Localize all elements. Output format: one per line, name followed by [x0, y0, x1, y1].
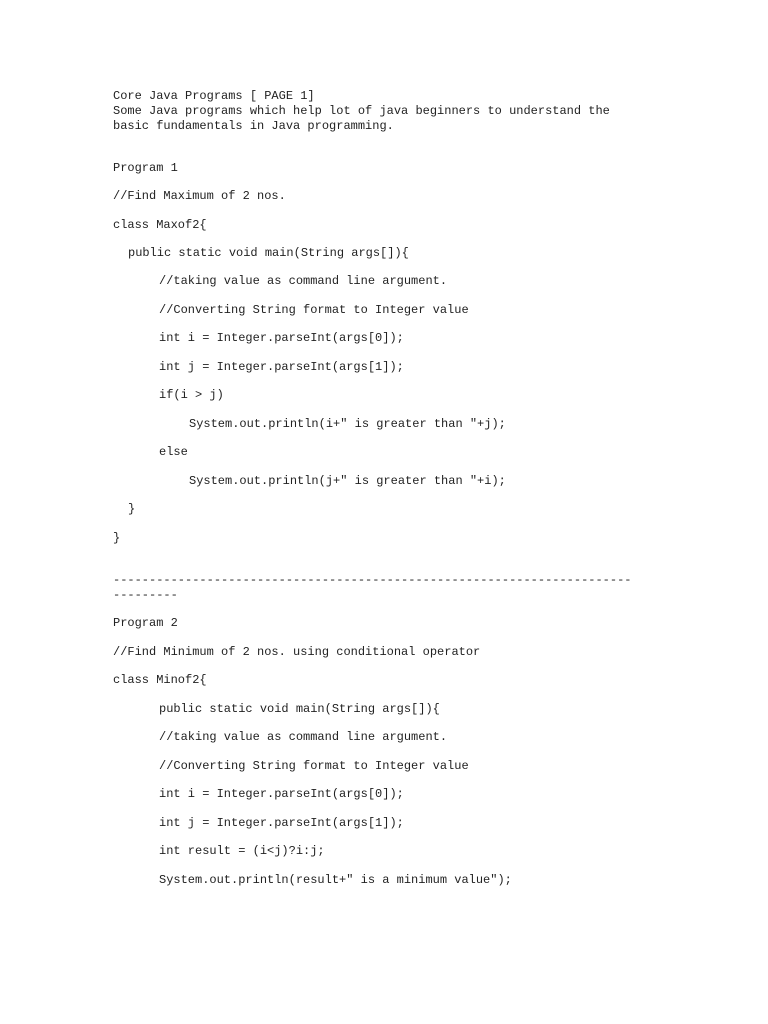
program-1-comment-arg: //taking value as command line argument.	[159, 274, 448, 288]
intro-line-1: Some Java programs which help lot of java beginners to understand the	[113, 104, 610, 118]
program-1-int-j: int j = Integer.parseInt(args[1]);	[159, 360, 404, 374]
program-1-close-class: }	[113, 531, 121, 545]
program-1-if-line: if(i > j)	[159, 388, 224, 402]
program-1-comment-convert: //Converting String format to Integer value	[159, 303, 469, 317]
program-2-comment: //Find Minimum of 2 nos. using conditional operator	[113, 645, 481, 659]
program-2-heading: Program 2	[113, 616, 178, 630]
program-2-class-decl: class Minof2{	[113, 673, 207, 687]
separator-line-1: ------------------------------------------------------------------------	[113, 573, 632, 587]
program-1-close-main: }	[128, 502, 136, 516]
program-1-print-j: System.out.println(j+" is greater than "+i);	[189, 474, 506, 488]
program-1-int-i: int i = Integer.parseInt(args[0]);	[159, 331, 404, 345]
program-2-int-i: int i = Integer.parseInt(args[0]);	[159, 787, 404, 801]
program-2-print-line: System.out.println(result+" is a minimum value");	[159, 873, 512, 887]
document-title: Core Java Programs [ PAGE 1]	[113, 89, 315, 103]
intro-line-2: basic fundamentals in Java programming.	[113, 119, 394, 133]
program-2-result-line: int result = (i<j)?i:j;	[159, 844, 325, 858]
program-1-comment: //Find Maximum of 2 nos.	[113, 189, 286, 203]
program-1-heading: Program 1	[113, 161, 178, 175]
program-1-else-line: else	[159, 445, 188, 459]
program-2-comment-convert: //Converting String format to Integer value	[159, 759, 469, 773]
program-2-comment-arg: //taking value as command line argument.	[159, 730, 448, 744]
program-1-print-i: System.out.println(i+" is greater than "+j);	[189, 417, 506, 431]
program-2-int-j: int j = Integer.parseInt(args[1]);	[159, 816, 404, 830]
program-1-class-decl: class Maxof2{	[113, 218, 207, 232]
separator-line-2: ---------	[113, 588, 178, 602]
program-2-main-decl: public static void main(String args[]){	[159, 702, 440, 716]
program-1-main-decl: public static void main(String args[]){	[128, 246, 409, 260]
